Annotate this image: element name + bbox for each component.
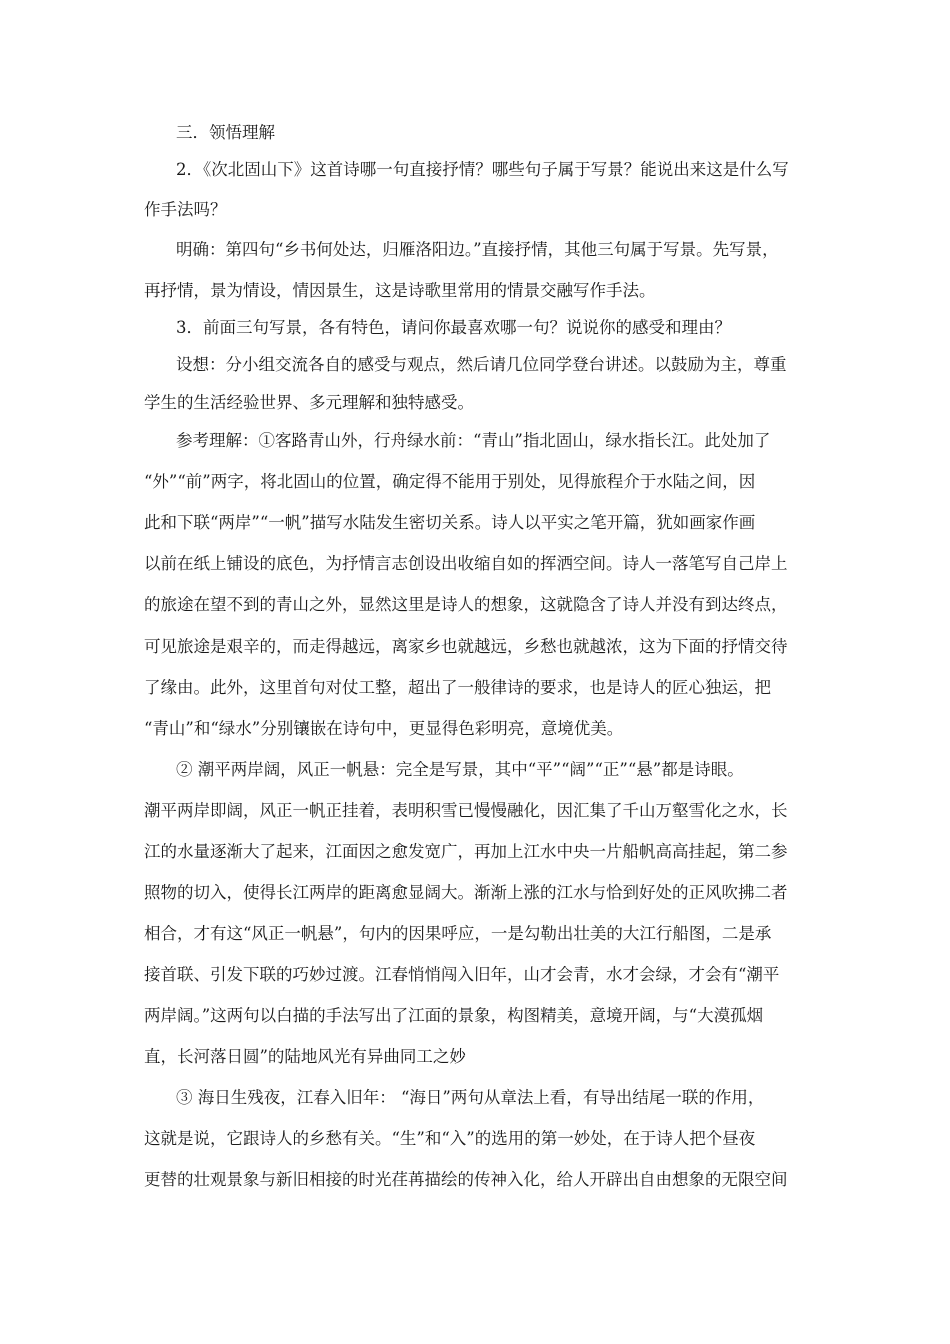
reference-line-7: 了缘由。此外，这里首句对仗工整，超出了一般律诗的要求，也是诗人的匠心独运，把: [144, 678, 771, 697]
answer-line-1: 明确：第四句“乡书何处达，归雁洛阳边。”直接抒情，其他三句属于写景。先写景，: [176, 240, 779, 259]
question-2-line-1: 2．《次北固山下》这首诗哪一句直接抒情？哪些句子属于写景？能说出来这是什么写: [176, 160, 789, 179]
line-2-analysis-6: 接首联、引发下联的巧妙过渡。江春悄悄闯入旧年，山才会青，水才会绿，才会有“潮平: [144, 965, 780, 984]
reference-line-6: 可见旅途是艰辛的，而走得越远，离家乡也就越远，乡愁也就越浓，这为下面的抒情交待: [144, 637, 788, 656]
line-3-analysis-1: ③ 海日生残夜，江春入旧年： “海日”两句从章法上看，有导出结尾一联的作用，: [176, 1088, 765, 1107]
line-3-analysis-2: 这就是说，它跟诗人的乡愁有关。“生”和“入”的选用的第一妙处，在于诗人把个昼夜: [144, 1129, 756, 1148]
reference-line-3: 此和下联“两岸”“一帆”描写水陆发生密切关系。诗人以平实之笔开篇，犹如画家作画: [144, 513, 756, 532]
line-2-analysis-2: 潮平两岸即阔，风正一帆正挂着，表明积雪已慢慢融化，因汇集了千山万壑雪化之水，长: [144, 801, 788, 820]
suggestion-line-1: 设想：分小组交流各自的感受与观点，然后请几位同学登台讲述。以鼓励为主，尊重: [176, 355, 787, 374]
line-2-analysis-8: 直，长河落日圆”的陆地风光有异曲同工之妙: [144, 1047, 466, 1066]
line-2-analysis-3: 江的水量逐渐大了起来，江面因之愈发宽广，再加上江水中央一片船帆高高挂起，第二参: [144, 842, 788, 861]
question-3-line-1: 3．前面三句写景，各有特色，请问你最喜欢哪一句？说说你的感受和理由？: [176, 318, 731, 337]
line-2-analysis-5: 相合，才有这“风正一帆悬”，句内的因果呼应，一是勾勒出壮美的大江行船图，二是承: [144, 924, 772, 943]
reference-line-1: 参考理解：①客路青山外，行舟绿水前：“青山”指北固山，绿水指长江。此处加了: [176, 431, 771, 450]
line-3-analysis-3: 更替的壮观景象与新旧相接的时光荏苒描绘的传神入化，给人开辟出自由想象的无限空间: [144, 1170, 788, 1189]
reference-line-5: 的旅途在望不到的青山之外，显然这里是诗人的想象，这就隐含了诗人并没有到达终点，: [144, 595, 788, 614]
suggestion-line-2: 学生的生活经验世界、多元理解和独特感受。: [144, 393, 474, 412]
line-2-analysis-7: 两岸阔。”这两句以白描的手法写出了江面的景象，构图精美，意境开阔，与“大漠孤烟: [144, 1006, 764, 1025]
line-2-analysis-4: 照物的切入，使得长江两岸的距离愈显阔大。渐渐上涨的江水与恰到好处的正风吹拂二者: [144, 883, 788, 902]
section-heading: 三．领悟理解: [176, 123, 275, 142]
reference-line-8: “青山”和“绿水”分别镶嵌在诗句中，更显得色彩明亮，意境优美。: [144, 719, 624, 738]
reference-line-4: 以前在纸上铺设的底色，为抒情言志创设出收缩自如的挥洒空间。诗人一落笔写自己岸上: [144, 554, 788, 573]
answer-line-2: 再抒情，景为情设，情因景生，这是诗歌里常用的情景交融写作手法。: [144, 281, 656, 300]
question-2-line-2: 作手法吗？: [144, 200, 227, 219]
line-2-analysis-1: ② 潮平两岸阔，风正一帆悬：完全是写景，其中“平”“阔”“正”“悬”都是诗眼。: [176, 760, 744, 779]
reference-line-2: “外”“前”两字，将北固山的位置，确定得不能用于别处，见得旅程介于水陆之间，因: [144, 472, 756, 491]
